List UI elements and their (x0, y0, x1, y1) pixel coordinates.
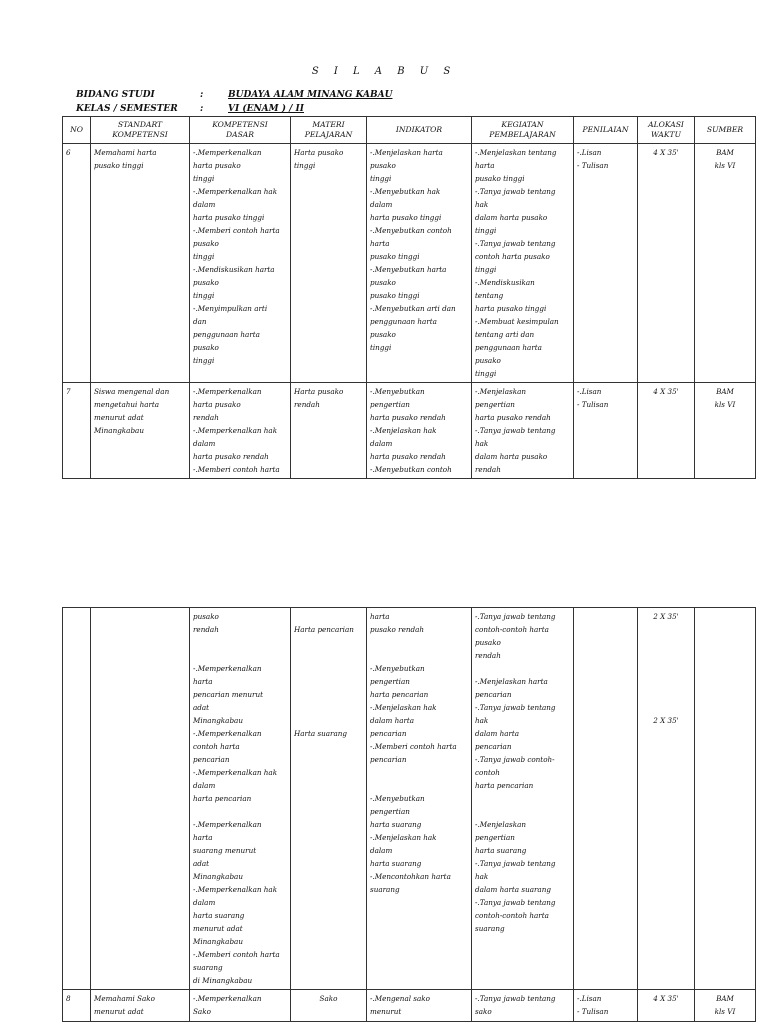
header-subject-matter: MATERI PELAJARAN (291, 117, 367, 144)
cell-line: tinggi (475, 265, 497, 274)
table-row (63, 383, 756, 479)
time-allocation-cell (638, 608, 695, 990)
cell-line: pusako tinggi (94, 161, 144, 170)
standard-competency-cell (91, 990, 190, 1022)
cell-line: harta pencarian (370, 690, 429, 699)
cell-line: -.Mengenal sako (370, 994, 430, 1003)
cell-line: -.Memperkenalkan hak (193, 768, 278, 777)
cell-line: harta (370, 239, 390, 248)
cell-line: pengertian (370, 400, 410, 409)
subject-value: BUDAYA ALAM MINANG KABAU (228, 90, 393, 100)
cell-line: -.Tanya jawab tentang (475, 187, 556, 196)
indicator-cell (367, 990, 472, 1022)
subject-label: BIDANG STUDI (76, 90, 155, 100)
header-no: NO (63, 117, 91, 144)
cell-line: tentang arti dan (475, 330, 535, 339)
cell-line: -.Memberi contoh harta (193, 950, 280, 959)
cell-line: harta pusako tinggi (475, 304, 547, 313)
cell-line: -.Menyebutkan arti dan (370, 304, 456, 313)
cell-line: -.Tanya jawab tentang (475, 994, 556, 1003)
cell-line (294, 662, 363, 675)
cell-line: tinggi (475, 369, 497, 378)
cell-line: -.Memberi contoh harta (370, 742, 457, 751)
indicator-cell (367, 383, 472, 479)
cell-line: pencarian (370, 755, 407, 764)
cell-line: tentang (475, 291, 504, 300)
subject-separator: : (200, 90, 204, 100)
cell-line: pusako (370, 278, 396, 287)
cell-line: Minangkabau (193, 937, 243, 946)
assessment-cell (574, 990, 638, 1022)
cell-line: menurut adat (94, 413, 144, 422)
cell-line: harta suarang (475, 846, 527, 855)
cell-line: -.Memperkenalkan hak (193, 187, 278, 196)
cell-line: dalam harta pusako (475, 452, 548, 461)
cell-line: -.Memberi contoh harta (193, 226, 280, 235)
cell-line: hak (475, 872, 489, 881)
cell-line: dalam harta pusako (475, 213, 548, 222)
header-time-allocation: ALOKASI WAKTU (638, 117, 695, 144)
cell-line: harta pusako rendah (475, 413, 551, 422)
cell-line: -.Menjelaskan harta (475, 677, 548, 686)
subject-matter-cell (291, 608, 367, 990)
row-number: 6 (63, 144, 91, 383)
cell-line: Harta pusako (294, 387, 344, 396)
syllabus-table (62, 116, 756, 479)
cell-line: pencarian (475, 742, 512, 751)
cell-line: -.Mencontohkan harta (370, 872, 451, 881)
source-cell (695, 608, 756, 990)
cell-line: penggunaan harta (475, 343, 542, 352)
cell-line: tinggi (193, 291, 215, 300)
cell-line: -.Menyebutkan hak (370, 187, 441, 196)
cell-line: pusako (370, 161, 396, 170)
cell-line: Harta pusako (294, 148, 344, 157)
cell-line (294, 636, 363, 649)
class-separator: : (200, 104, 204, 114)
cell-line: contoh-contoh harta (475, 911, 549, 920)
time-allocation-cell: 4 X 35' (638, 383, 695, 479)
cell-line: dalam (370, 200, 393, 209)
cell-line: menurut adat (94, 1007, 144, 1016)
cell-line: di Minangkabau (193, 976, 253, 985)
cell-line (294, 688, 363, 701)
cell-line: pusako (475, 356, 501, 365)
table-row (63, 608, 756, 990)
cell-line: -.Tanya jawab tentang (475, 239, 556, 248)
cell-line (193, 805, 287, 818)
cell-line: -.Menjelaskan hak (370, 426, 437, 435)
cell-line: -.Menjelaskan (475, 387, 526, 396)
header-basic-competency: KOMPETENSI DASAR (190, 117, 291, 144)
cell-line: harta pusako (193, 400, 241, 409)
cell-line: pencarian (475, 690, 512, 699)
cell-line: harta (370, 612, 390, 621)
class-label: KELAS / SEMESTER (76, 104, 178, 114)
cell-line: hak (475, 716, 489, 725)
cell-line: rendah (294, 400, 320, 409)
cell-line (294, 701, 363, 714)
cell-line: harta pencarian (475, 781, 534, 790)
cell-line: pencarian (370, 729, 407, 738)
cell-line: pengertian (370, 677, 410, 686)
cell-line: Memahami Sako (94, 994, 155, 1003)
cell-line: adat (193, 859, 210, 868)
cell-line: rendah (475, 651, 501, 660)
cell-line: kls VI (714, 161, 736, 170)
indicator-cell (367, 608, 472, 990)
cell-line: rendah (193, 413, 219, 422)
cell-line: suarang (193, 963, 223, 972)
cell-line: dalam harta (370, 716, 415, 725)
basic-competency-cell (190, 383, 291, 479)
cell-line: menurut (370, 1007, 402, 1016)
row-number: 8 (63, 990, 91, 1022)
cell-line (193, 636, 287, 649)
cell-line: rendah (193, 625, 219, 634)
cell-line: -.Tanya jawab tentang (475, 612, 556, 621)
cell-line: pusako (193, 239, 219, 248)
source-cell (695, 383, 756, 479)
cell-line: Sako (319, 994, 338, 1003)
subject-matter-cell (291, 144, 367, 383)
cell-line: Minangkabau (94, 426, 144, 435)
cell-line: pusako (193, 612, 219, 621)
cell-line: harta pusako rendah (193, 452, 269, 461)
cell-line: - Tulisan (577, 161, 609, 170)
cell-line: dan (193, 317, 207, 326)
cell-line: -.Mendiskusikan (475, 278, 535, 287)
cell-line: -.Tanya jawab tentang (475, 703, 556, 712)
cell-line: Siswa mengenal dan (94, 387, 170, 396)
time-allocation-first: 2 X 35' (653, 612, 679, 621)
header-standard-competency: STANDART KOMPETENSI (91, 117, 190, 144)
cell-line: suarang menurut (193, 846, 257, 855)
learning-activity-cell (472, 144, 574, 383)
cell-line: tinggi (193, 252, 215, 261)
cell-line: harta suarang (370, 820, 422, 829)
cell-line: -.Menyebutkan harta (370, 265, 447, 274)
cell-line: dalam (193, 439, 216, 448)
table-row (63, 144, 756, 383)
cell-line: harta (193, 833, 213, 842)
cell-line: pusako tinggi (475, 174, 525, 183)
cell-line: -.Mendiskusikan harta (193, 265, 275, 274)
cell-line: -.Tanya jawab contoh- (475, 755, 555, 764)
cell-line: pusako tinggi (370, 252, 420, 261)
cell-line: harta pusako tinggi (193, 213, 265, 222)
cell-line: hak (475, 200, 489, 209)
assessment-cell (574, 383, 638, 479)
table-row (63, 990, 756, 1022)
standard-competency-cell (91, 608, 190, 990)
cell-line (475, 805, 570, 818)
cell-line: tinggi (370, 343, 392, 352)
cell-line: -.Menyebutkan (370, 387, 425, 396)
basic-competency-cell (190, 144, 291, 383)
cell-line: -.Tanya jawab tentang (475, 898, 556, 907)
cell-line: -.Menyebutkan contoh (370, 226, 452, 235)
cell-line: contoh-contoh harta (475, 625, 549, 634)
cell-line: harta suarang (193, 911, 245, 920)
cell-line: suarang (475, 924, 505, 933)
cell-line: pusako (193, 278, 219, 287)
subject-matter-cell (291, 383, 367, 479)
cell-line (370, 766, 468, 779)
cell-line: - Tulisan (577, 1007, 609, 1016)
cell-line: rendah (475, 465, 501, 474)
cell-line: Sako (193, 1007, 211, 1016)
cell-line: kls VI (714, 1007, 736, 1016)
cell-line: kls VI (714, 400, 736, 409)
cell-line: harta suarang (370, 859, 422, 868)
cell-line: pengertian (370, 807, 410, 816)
cell-line: - Tulisan (577, 400, 609, 409)
basic-competency-cell (190, 990, 291, 1022)
cell-line: contoh harta (193, 742, 240, 751)
subject-line (76, 90, 392, 100)
cell-line: dalam (370, 439, 393, 448)
header-indicator: INDIKATOR (367, 117, 472, 144)
cell-line: -.Menyebutkan (370, 794, 425, 803)
cell-line: -.Memperkenalkan (193, 148, 262, 157)
source-cell (695, 144, 756, 383)
header-row (63, 117, 756, 144)
cell-line: -.Memperkenalkan (193, 387, 262, 396)
cell-line (475, 792, 570, 805)
cell-line: -.Memperkenalkan (193, 994, 262, 1003)
cell-line: dalam harta (475, 729, 520, 738)
cell-line: BAM (716, 994, 734, 1003)
cell-line: -.Memperkenalkan hak (193, 885, 278, 894)
source-cell (695, 990, 756, 1022)
cell-line: -.Menyebutkan (370, 664, 425, 673)
indicator-cell (367, 144, 472, 383)
cell-line: hak (475, 439, 489, 448)
cell-line: suarang (370, 885, 400, 894)
time-allocation-cell: 4 X 35' (638, 990, 695, 1022)
cell-line: contoh harta pusako (475, 252, 550, 261)
cell-line: -.Memberi contoh harta (193, 465, 280, 474)
cell-line: -.Lisan (577, 994, 602, 1003)
cell-line: BAM (716, 148, 734, 157)
cell-line: Harta pencarian (294, 625, 354, 634)
row-number (63, 608, 91, 990)
cell-line: contoh (475, 768, 500, 777)
cell-line: harta pencarian (193, 794, 252, 803)
learning-activity-cell (472, 383, 574, 479)
cell-line: dalam (370, 846, 393, 855)
cell-line: -.Menjelaskan tentang (475, 148, 557, 157)
cell-line: pusako rendah (370, 625, 425, 634)
cell-line: -.Menjelaskan hak (370, 703, 437, 712)
cell-line: tinggi (370, 174, 392, 183)
syllabus-table-continued (62, 607, 756, 1022)
cell-line: pengertian (475, 400, 515, 409)
time-allocation-second: 2 X 35' (653, 716, 679, 725)
cell-line: -.Menyimpulkan arti (193, 304, 268, 313)
cell-line: -.Menjelaskan (475, 820, 526, 829)
cell-line: pusako tinggi (370, 291, 420, 300)
learning-activity-cell (472, 990, 574, 1022)
cell-line: pusako (370, 330, 396, 339)
cell-line: dalam harta suarang (475, 885, 551, 894)
cell-line: pusako (193, 343, 219, 352)
cell-line: sako (475, 1007, 492, 1016)
cell-line: -.Membuat kesimpulan (475, 317, 559, 326)
time-allocation-cell: 4 X 35' (638, 144, 695, 383)
cell-line: -.Memperkenalkan hak (193, 426, 278, 435)
cell-line: harta (193, 677, 213, 686)
cell-line: -.Tanya jawab tentang (475, 426, 556, 435)
header-assessment: PENILAIAN (574, 117, 638, 144)
cell-line (294, 714, 363, 727)
cell-line: Memahami harta (94, 148, 157, 157)
cell-line: adat (193, 703, 210, 712)
cell-line: tinggi (193, 174, 215, 183)
cell-line: pencarian menurut (193, 690, 264, 699)
cell-line: tinggi (294, 161, 316, 170)
cell-line: Minangkabau (193, 872, 243, 881)
cell-line: harta pusako (193, 161, 241, 170)
cell-line: harta (475, 161, 495, 170)
cell-line: -.Memperkenalkan (193, 664, 262, 673)
header-source: SUMBER (695, 117, 756, 144)
cell-line: pencarian (193, 755, 230, 764)
cell-line (370, 779, 468, 792)
cell-line (294, 649, 363, 662)
cell-line (475, 662, 570, 675)
cell-line: -.Lisan (577, 387, 602, 396)
standard-competency-cell (91, 383, 190, 479)
cell-line: menurut adat (193, 924, 243, 933)
cell-line: -.Lisan (577, 148, 602, 157)
page-title: S I L A B U S (311, 66, 457, 77)
cell-line: dalam (193, 200, 216, 209)
cell-line: tinggi (475, 226, 497, 235)
cell-line: -.Menjelaskan hak (370, 833, 437, 842)
cell-line: dalam (193, 781, 216, 790)
cell-line (294, 675, 363, 688)
cell-line (370, 649, 468, 662)
cell-line: penggunaan harta (370, 317, 437, 326)
cell-line (193, 649, 287, 662)
row-number: 7 (63, 383, 91, 479)
cell-line: pengertian (475, 833, 515, 842)
class-value: VI (ENAM ) / II (228, 104, 304, 114)
cell-line: -.Menjelaskan harta (370, 148, 443, 157)
cell-line: harta pusako rendah (370, 413, 446, 422)
header-learning-activity: KEGIATAN PEMBELAJARAN (472, 117, 574, 144)
cell-line: -.Tanya jawab tentang (475, 859, 556, 868)
cell-line: dalam (193, 898, 216, 907)
cell-line (370, 636, 468, 649)
basic-competency-cell (190, 608, 291, 990)
learning-activity-cell (472, 608, 574, 990)
cell-line (294, 610, 363, 623)
class-line (76, 104, 304, 114)
cell-line: -.Memperkenalkan (193, 729, 262, 738)
subject-matter-cell (291, 990, 367, 1022)
cell-line: pusako (475, 638, 501, 647)
assessment-cell (574, 144, 638, 383)
cell-line: mengetahui harta (94, 400, 160, 409)
cell-line: Minangkabau (193, 716, 243, 725)
cell-line: Harta suarang (294, 729, 348, 738)
cell-line: penggunaan harta (193, 330, 260, 339)
standard-competency-cell (91, 144, 190, 383)
cell-line: BAM (716, 387, 734, 396)
cell-line: -.Memperkenalkan (193, 820, 262, 829)
cell-line: tinggi (193, 356, 215, 365)
cell-line: -.Menyebutkan contoh (370, 465, 452, 474)
assessment-cell (574, 608, 638, 990)
cell-line: harta pusako rendah (370, 452, 446, 461)
cell-line: harta pusako tinggi (370, 213, 442, 222)
